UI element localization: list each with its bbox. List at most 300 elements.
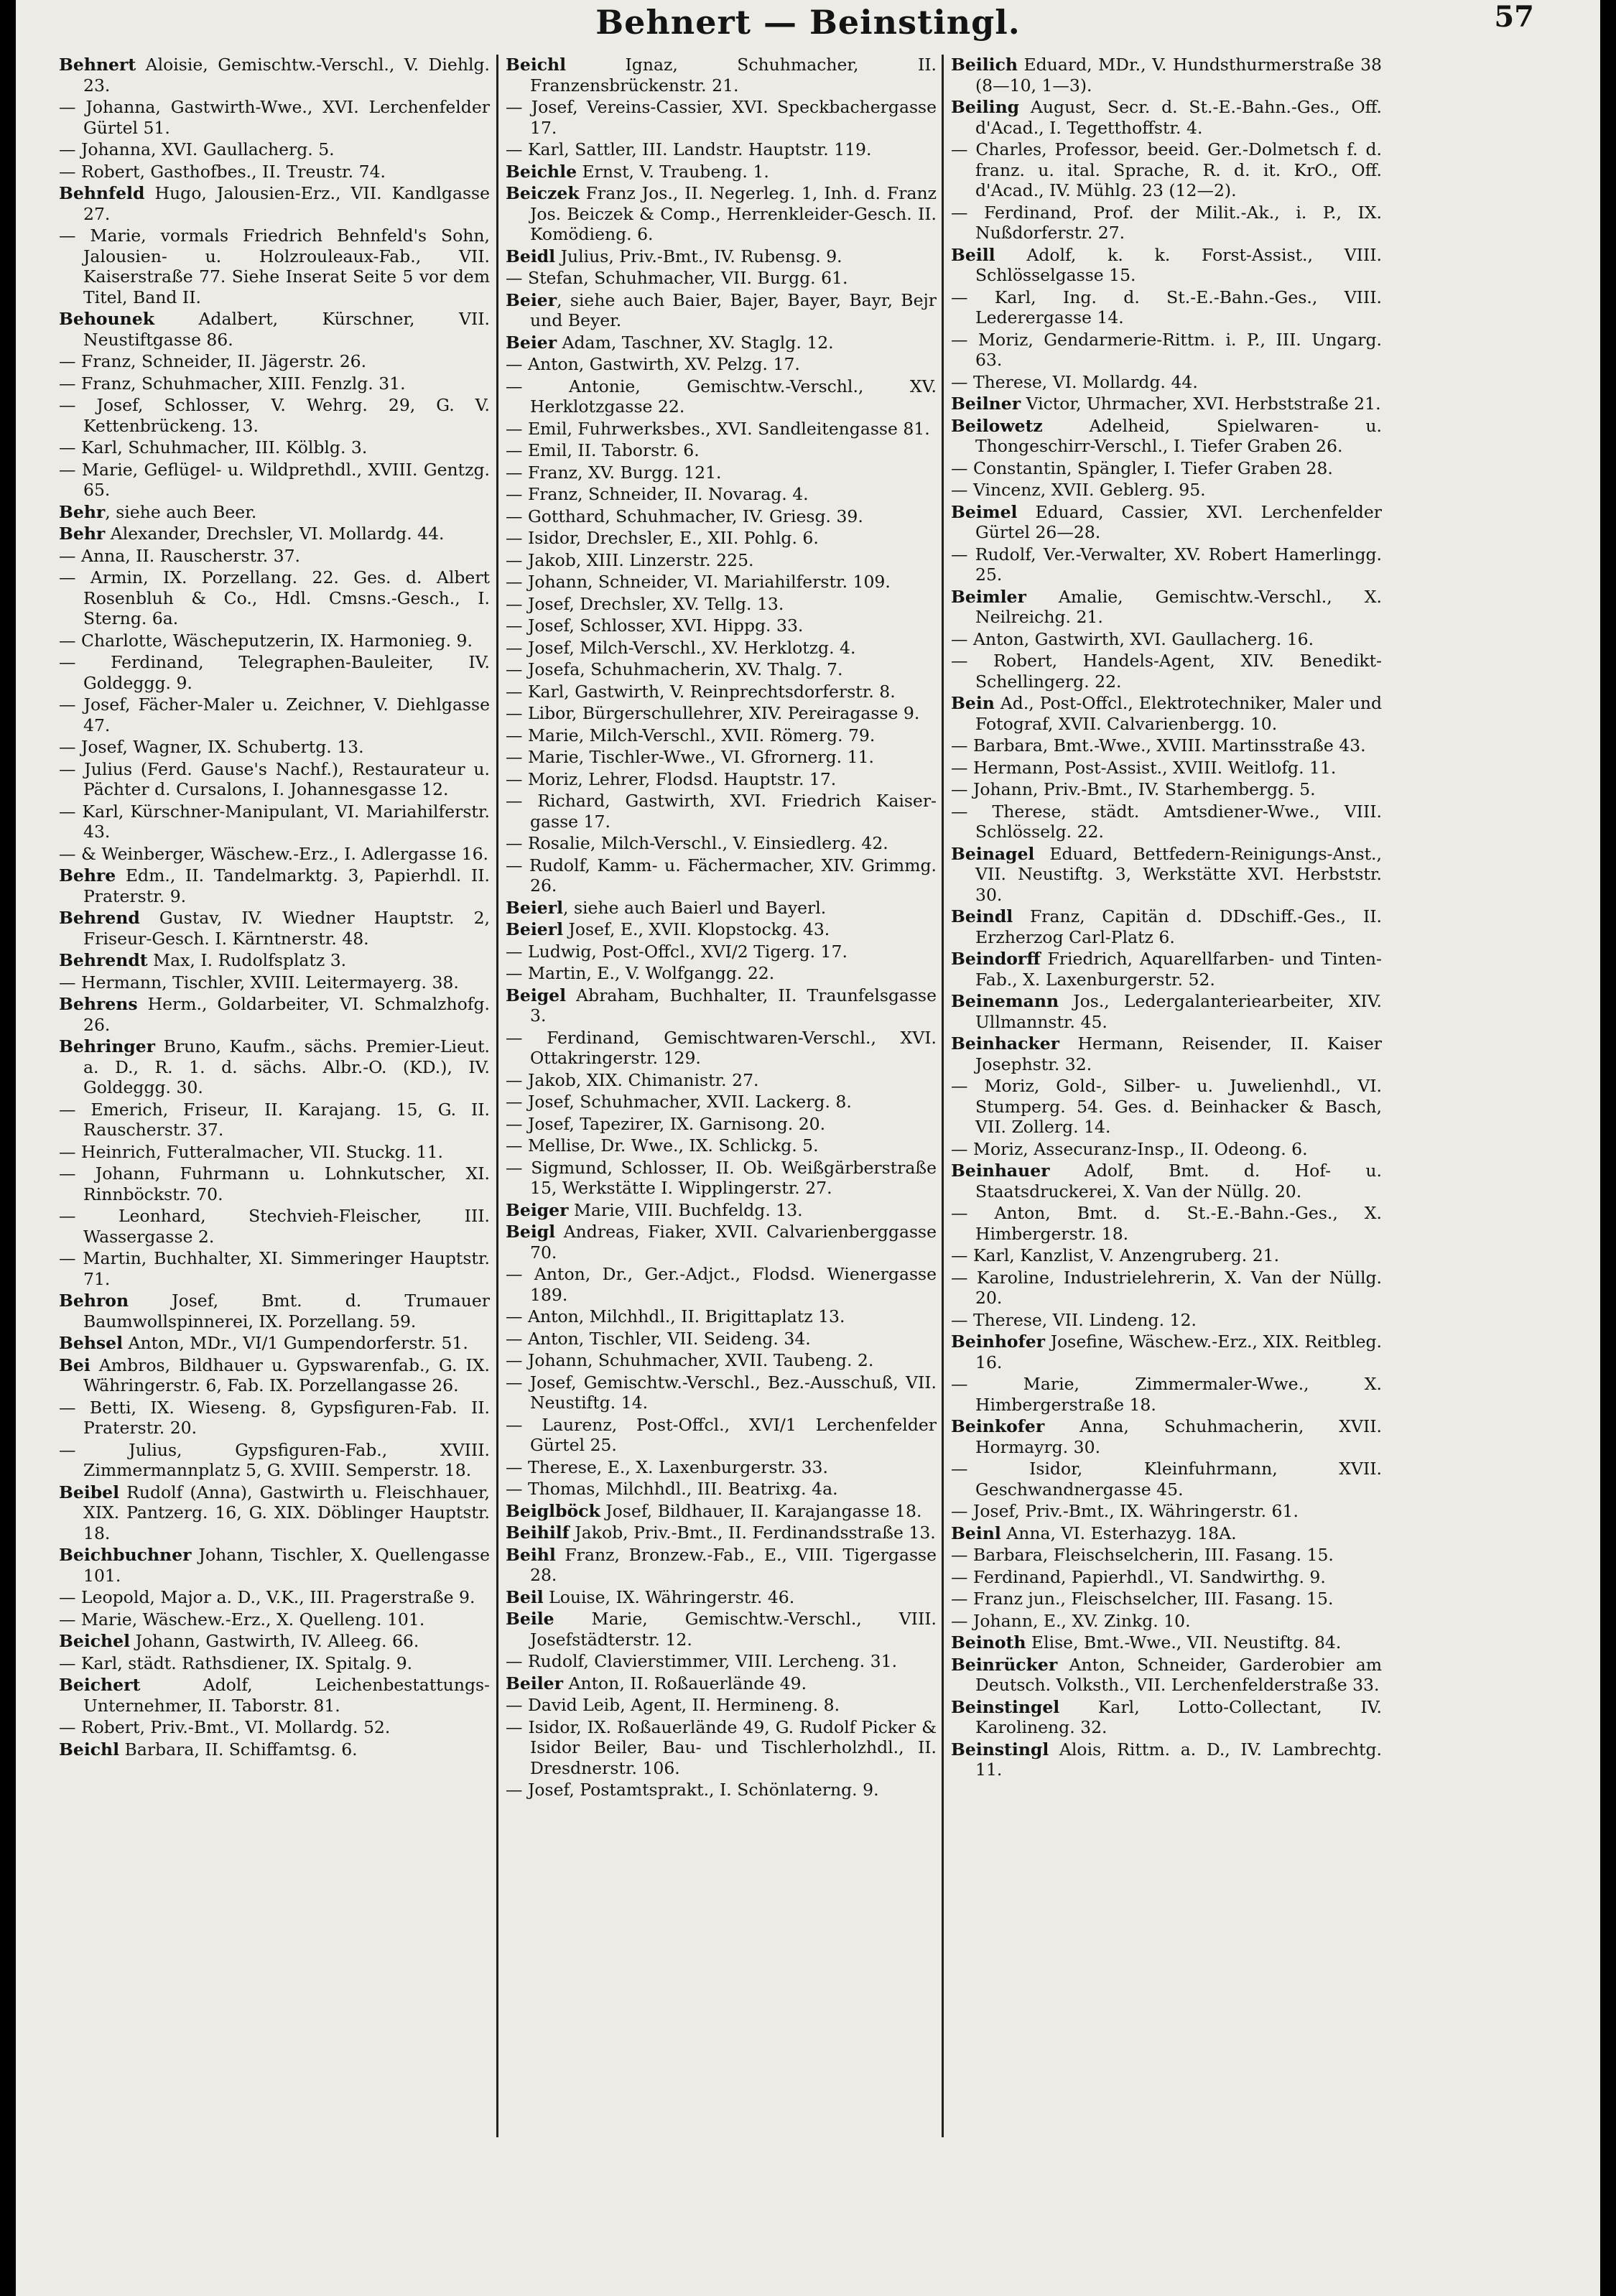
directory-entry [59, 1333, 490, 1354]
directory-entry [59, 437, 490, 458]
directory-entry [59, 309, 490, 350]
directory-entry [951, 758, 1382, 778]
entry-text: Anton, II. Roßauerlände 49. [563, 1673, 807, 1693]
entry-surname: Beigl [506, 1222, 556, 1242]
entry-surname: Beier [506, 289, 557, 310]
directory-entry [951, 1567, 1382, 1588]
directory-entry [59, 737, 490, 758]
directory-entry [506, 1673, 937, 1694]
directory-entry [951, 245, 1382, 286]
entry-text: Amalie, Gemischtw.-Verschl., X. Neilreichg. 21. [975, 586, 1382, 627]
entry-text: — Emil, Fuhrwerksbes., XVI. Sandleitengasse 81. [506, 418, 930, 439]
entry-surname: Beill [951, 244, 995, 265]
directory-entry [59, 546, 490, 567]
directory-entry [506, 55, 937, 96]
directory-entry [506, 419, 937, 440]
directory-entry [59, 1717, 490, 1738]
entry-surname: Behrend [59, 908, 140, 928]
entry-surname: Beier [506, 332, 557, 353]
directory-entry [59, 865, 490, 906]
directory-entry [59, 139, 490, 160]
entry-text: — Barbara, Bmt.-Wwe., XVIII. Martinsstraße 43. [951, 735, 1366, 756]
entry-text: Jakob, Priv.-Bmt., II. Ferdinandsstraße 13. [569, 1523, 936, 1543]
entry-surname: Beinagel [951, 843, 1035, 864]
directory-entry [951, 906, 1382, 947]
entry-text: — Anna, II. Rauscherstr. 37. [59, 545, 301, 566]
directory-page [16, 0, 1600, 2296]
entry-text: — Martin, Buchhalter, XI. Simmeringer Hauptstr. 71. [59, 1248, 490, 1289]
entry-text: — Johanna, Gastwirth-Wwe., XVI. Lerchenfelder Gürtel 51. [59, 97, 490, 138]
entry-text: Alois, Rittm. a. D., IV. Lambrechtg. 11. [975, 1739, 1382, 1780]
entry-text: — Isidor, Kleinfuhrmann, XVII. Geschwandnergasse 45. [951, 1459, 1382, 1500]
entry-text: — Ferdinand, Telegraphen-Bauleiter, IV. Goldeggg. 9. [59, 652, 490, 693]
entry-text: Friedrich, Aquarellfarben- und Tinten-Fab., X. Laxenburgerstr. 52. [975, 949, 1382, 990]
directory-entry [59, 1739, 490, 1760]
entry-surname: Behron [59, 1291, 129, 1311]
directory-entry [59, 55, 490, 96]
directory-entry [951, 203, 1382, 243]
entry-text: — Franz jun., Fleischselcher, III. Fasang. 15. [951, 1589, 1334, 1609]
entry-text: Ad., Post-Offcl., Elektrotechniker, Maler und Fotograf, XVII. Calvarienbergg. 10. [975, 693, 1382, 734]
entry-text: Rudolf (Anna), Gastwirth u. Fleischhauer, XIX. Pantzerg. 16, G. XIX. Döblinger Hauptstr. 18. [83, 1482, 490, 1543]
entry-surname: Beil [506, 1586, 544, 1607]
entry-surname: Beidl [506, 246, 556, 266]
entry-text: — Franz, Schneider, II. Novarag. 4. [506, 484, 809, 504]
entry-text: — Karl, städt. Rathsdiener, IX. Spitalg. 9. [59, 1653, 413, 1673]
entry-text: Herm., Goldarbeiter, VI. Schmalzhofg. 26. [83, 994, 490, 1035]
directory-entry [506, 1135, 937, 1156]
entry-text: — Ferdinand, Gemischtwaren-Verschl., XVI. Ottakringerstr. 129. [506, 1027, 937, 1068]
entry-text: — Anton, Gastwirth, XV. Pelzg. 17. [506, 354, 800, 374]
directory-entry [506, 1329, 937, 1349]
entry-text: — Charlotte, Wäscheputzerin, IX. Harmonieg. 9. [59, 630, 473, 651]
entry-text: — Sigmund, Schlosser, II. Ob. Weißgärberstraße 15, Werkstätte I. Wipplingerstr. 27. [506, 1157, 937, 1198]
directory-entry [506, 1501, 937, 1522]
entry-text: — Ludwig, Post-Offcl., XVI/2 Tigerg. 17. [506, 941, 848, 962]
directory-entry [59, 373, 490, 394]
directory-entry [59, 1482, 490, 1544]
directory-entry [506, 1523, 937, 1543]
directory-entry [506, 1415, 937, 1456]
directory-entry [951, 502, 1382, 543]
directory-entry [506, 1306, 937, 1327]
entry-surname: Beiling [951, 97, 1020, 117]
entry-surname: Beiczek [506, 183, 580, 203]
entry-text: — Josef, Wagner, IX. Schubertg. 13. [59, 737, 364, 757]
entry-text: Aloisie, Gemischtw.-Verschl., V. Diehlg. 23. [83, 55, 490, 96]
directory-entry [951, 1739, 1382, 1780]
directory-entry [506, 919, 937, 940]
directory-entry [951, 1310, 1382, 1331]
directory-entry [506, 985, 937, 1026]
entry-surname: Beimler [951, 586, 1026, 607]
page-number: 57 [1494, 0, 1534, 34]
directory-entry [506, 528, 937, 549]
directory-entry [506, 440, 937, 461]
entry-text: — Karoline, Industrielehrerin, X. Van der Nüllg. 20. [951, 1267, 1382, 1308]
entry-text: — Charles, Professor, beeid. Ger.-Dolmetsch f. d. franz. u. ital. Sprache, R. d. it. KrO., Off. d'Acad., IV. Mühlg. 23 (12—2). [951, 139, 1382, 200]
entry-surname: Beindorff [951, 949, 1041, 969]
entry-text: — Marie, Tischler-Wwe., VI. Gfrornerg. 11. [506, 747, 874, 767]
directory-entry [951, 480, 1382, 501]
entry-text: Eduard, Cassier, XVI. Lerchenfelder Gürtel 26—28. [975, 501, 1382, 542]
directory-entry [951, 1655, 1382, 1696]
entry-text: — Rosalie, Milch-Verschl., V. Einsiedlerg. 42. [506, 833, 888, 853]
entry-surname: Beinhacker [951, 1033, 1060, 1054]
entry-text: Franz Jos., II. Negerleg. 1, Inh. d. Franz Jos. Beiczek & Comp., Herrenkleider-Gesch. II. Komödieng. 6. [530, 183, 937, 244]
entry-surname: Behnfeld [59, 183, 145, 203]
directory-entry [506, 1780, 937, 1800]
entry-text: — Isidor, IX. Roßauerlände 49, G. Rudolf Picker & Isidor Beiler, Bau- und Tischlerholzhdl., II. Dresdnerstr. 106. [506, 1716, 937, 1778]
entry-text: — Laurenz, Post-Offcl., XVI/1 Lerchenfelder Gürtel 25. [506, 1414, 937, 1455]
directory-entry [951, 1161, 1382, 1202]
directory-entry [951, 949, 1382, 990]
entry-text: Louise, IX. Währingerstr. 46. [543, 1586, 795, 1607]
entry-text: — Stefan, Schuhmacher, VII. Burgg. 61. [506, 268, 848, 288]
directory-entry [506, 1457, 937, 1478]
entry-text: — Vincenz, XVII. Geblerg. 95. [951, 480, 1206, 500]
entry-text: Ignaz, Schuhmacher, II. Franzensbrückenstr. 21. [530, 55, 937, 96]
directory-entry [59, 1545, 490, 1586]
entry-text: Elise, Bmt.-Wwe., VII. Neustiftg. 84. [1026, 1632, 1342, 1653]
entry-text: Max, I. Rudolfsplatz 3. [147, 950, 347, 970]
directory-entry [59, 1036, 490, 1098]
entry-text: — Josef, Postamtsprakt., I. Schönlaterng. 9. [506, 1780, 879, 1800]
directory-entry [506, 1609, 937, 1650]
directory-entry [506, 638, 937, 659]
entry-text: — Emil, II. Taborstr. 6. [506, 440, 700, 460]
directory-entry [951, 1033, 1382, 1074]
directory-entry [506, 1070, 937, 1091]
entry-text: — Marie, Zimmermaler-Wwe., X. Himbergerstraße 18. [951, 1374, 1382, 1415]
entry-text: — Heinrich, Futteralmacher, VII. Stuckg. 11. [59, 1141, 444, 1162]
entry-text: — Josef, Priv.-Bmt., IX. Währingerstr. 61. [951, 1501, 1299, 1521]
directory-entry [506, 183, 937, 245]
entry-surname: Beichel [59, 1631, 131, 1651]
entry-text: — Johann, Schuhmacher, XVII. Taubeng. 2. [506, 1350, 874, 1370]
entry-text: Adolf, Bmt. d. Hof- u. Staatsdruckerei, X. Van der Nüllg. 20. [975, 1161, 1382, 1202]
directory-entry [59, 502, 490, 523]
directory-entry [951, 779, 1382, 800]
entry-text: — Johann, E., XV. Zinkg. 10. [951, 1610, 1191, 1631]
entry-surname: Behrendt [59, 950, 148, 970]
entry-text: — Karl, Schuhmacher, III. Kölblg. 3. [59, 437, 368, 457]
directory-entry [506, 615, 937, 636]
directory-entry [951, 693, 1382, 734]
directory-entry [506, 898, 937, 919]
directory-entry [951, 544, 1382, 585]
entry-text: Adam, Taschner, XV. Staglg. 12. [557, 332, 834, 353]
directory-entry [59, 1291, 490, 1331]
entry-text: — Josef, Fächer-Maler u. Zeichner, V. Diehlgasse 47. [59, 694, 490, 735]
directory-entry [506, 1222, 937, 1263]
entry-text: Alexander, Drechsler, VI. Mollardg. 44. [105, 524, 445, 544]
column-1 [59, 55, 490, 1761]
entry-text: Karl, Lotto-Collectant, IV. Karolineng. 32. [975, 1696, 1382, 1737]
entry-text: Barbara, II. Schiffamtsg. 6. [119, 1739, 358, 1760]
directory-entry [59, 226, 490, 307]
column-2 [506, 55, 937, 1802]
entry-text: — Robert, Priv.-Bmt., VI. Mollardg. 52. [59, 1717, 391, 1737]
directory-entry [506, 463, 937, 483]
entry-text: — & Weinberger, Wäschew.-Erz., I. Adlergasse 16. [59, 843, 488, 864]
entry-surname: Beinstingel [951, 1696, 1060, 1717]
entry-text: — Rudolf, Kamm- u. Fächermacher, XIV. Grimmg. 26. [506, 855, 937, 896]
entry-text: Johann, Gastwirth, IV. Alleeg. 66. [130, 1631, 419, 1651]
entry-surname: Beierl [506, 919, 564, 939]
entry-text: Josef, Bildhauer, II. Karajangasse 18. [600, 1500, 922, 1521]
entry-surname: Beilich [951, 55, 1018, 75]
entry-surname: Beibel [59, 1482, 120, 1502]
entry-surname: Behr [59, 524, 106, 544]
entry-text: Gustav, IV. Wiedner Hauptstr. 2, Friseur-Gesch. I. Kärntnerstr. 48. [83, 908, 490, 949]
directory-entry [506, 376, 937, 417]
directory-entry [951, 735, 1382, 756]
entry-text: — Therese, VI. Mollardg. 44. [951, 371, 1198, 392]
directory-entry [951, 1331, 1382, 1372]
directory-entry [951, 55, 1382, 96]
directory-entry [506, 725, 937, 746]
entry-text: — Therese, E., X. Laxenburgerstr. 33. [506, 1456, 828, 1477]
entry-surname: Beindl [951, 906, 1013, 926]
directory-entry [951, 372, 1382, 393]
directory-entry [951, 629, 1382, 650]
entry-surname: Beinrücker [951, 1654, 1058, 1675]
entry-text: Josef, E., XVII. Klopstockg. 43. [563, 919, 830, 939]
entry-text: — Karl, Ing. d. St.-E.-Bahn.-Ges., VIII. Lederergasse 14. [951, 287, 1382, 327]
directory-entry [951, 458, 1382, 479]
directory-entry [59, 97, 490, 138]
directory-entry [59, 1100, 490, 1140]
entry-surname: Beichl [506, 55, 567, 75]
entry-text: — Antonie, Gemischtw.-Verschl., XV. Herklotzgasse 22. [506, 376, 937, 417]
directory-entry [506, 246, 937, 267]
entry-surname: Beilowetz [951, 415, 1043, 436]
entry-text: — Josef, Drechsler, XV. Tellg. 13. [506, 593, 784, 614]
entry-text: — Josef, Schlosser, V. Wehrg. 29, G. V. Kettenbrückeng. 13. [59, 395, 490, 436]
entry-text: Marie, VIII. Buchfeldg. 13. [568, 1199, 803, 1220]
directory-entry [506, 791, 937, 832]
directory-entry [59, 801, 490, 842]
entry-text: — Hermann, Tischler, XVIII. Leitermayerg. 38. [59, 972, 459, 993]
entry-text: Ernst, V. Traubeng. 1. [577, 161, 769, 182]
directory-entry [59, 351, 490, 372]
directory-entry [59, 1206, 490, 1247]
directory-entry [506, 747, 937, 768]
entry-surname: Beigel [506, 985, 567, 1005]
entry-surname: Beinhauer [951, 1161, 1050, 1181]
directory-entry [951, 394, 1382, 414]
directory-entry [506, 1479, 937, 1500]
entry-text: — Johann, Fuhrmann u. Lohnkutscher, XI. Rinnböckstr. 70. [59, 1163, 490, 1204]
entry-text: Jos., Ledergalanteriearbeiter, XIV. Ullmannstr. 45. [975, 991, 1382, 1032]
directory-entry [506, 833, 937, 854]
entry-text: Franz, Bronzew.-Fab., E., VIII. Tigergasse 28. [530, 1544, 937, 1585]
directory-entry [506, 1717, 937, 1779]
entry-text: August, Secr. d. St.-E.-Bahn.-Ges., Off. d'Acad., I. Tegetthoffstr. 4. [975, 97, 1382, 138]
directory-entry [506, 1545, 937, 1586]
entry-text: — Hermann, Post-Assist., XVIII. Weitlofg. 11. [951, 757, 1337, 778]
directory-entry [59, 460, 490, 501]
directory-entry [506, 484, 937, 505]
directory-entry [506, 1695, 937, 1716]
entry-surname: Beiler [506, 1673, 564, 1693]
directory-entry [59, 908, 490, 949]
entry-text: — Therese, VII. Lindeng. 12. [951, 1309, 1197, 1330]
entry-text: Julius, Priv.-Bmt., IV. Rubensg. 9. [555, 246, 842, 266]
directory-entry [59, 652, 490, 693]
entry-text: Hugo, Jalousien-Erz., VII. Kandlgasse 27. [83, 183, 490, 224]
entry-text: — Rudolf, Clavierstimmer, VIII. Lercheng. 31. [506, 1651, 898, 1671]
entry-text: — Martin, E., V. Wolfgangg. 22. [506, 963, 775, 983]
entry-text: Victor, Uhrmacher, XVI. Herbststraße 21. [1021, 394, 1381, 414]
entry-text: — Johann, Schneider, VI. Mariahilferstr. 109. [506, 572, 891, 592]
directory-entry [59, 1355, 490, 1396]
directory-entry [59, 994, 490, 1035]
entry-text: — Moriz, Lehrer, Flodsd. Hauptstr. 17. [506, 768, 837, 789]
directory-entry [506, 1158, 937, 1199]
directory-entry [951, 416, 1382, 457]
entry-surname: Beinkofer [951, 1416, 1045, 1436]
entry-text: — Josef, Schlosser, XVI. Hippg. 33. [506, 615, 804, 636]
entry-text: — Franz, XV. Burgg. 121. [506, 462, 722, 483]
directory-entry [59, 1398, 490, 1439]
entry-text: — Josef, Milch-Verschl., XV. Herklotzg. 4. [506, 637, 856, 658]
entry-text: — Emerich, Friseur, II. Karajang. 15, G. II. Rauscherstr. 37. [59, 1099, 490, 1140]
directory-entry [59, 1142, 490, 1163]
entry-surname: Beihilf [506, 1523, 570, 1543]
entry-surname: Behre [59, 865, 116, 886]
entry-text: — Ferdinand, Prof. der Milit.-Ak., i. P., IX. Nußdorferstr. 27. [951, 202, 1382, 243]
entry-text: Anna, Schuhmacherin, XVII. Hormayrg. 30. [975, 1416, 1382, 1457]
directory-entry [951, 651, 1382, 692]
entry-text: — Anton, Gastwirth, XVI. Gaullacherg. 16. [951, 628, 1314, 649]
directory-entry [951, 97, 1382, 138]
directory-entry [506, 139, 937, 160]
entry-surname: Beiglböck [506, 1500, 600, 1521]
entry-text: — Mellise, Dr. Wwe., IX. Schlickg. 5. [506, 1135, 819, 1156]
directory-entry [506, 963, 937, 984]
directory-entry [59, 1631, 490, 1652]
directory-entry [506, 290, 937, 331]
directory-entry [59, 1609, 490, 1630]
directory-entry [59, 567, 490, 629]
directory-entry [59, 162, 490, 182]
entry-text: Andreas, Fiaker, XVII. Calvarienberggasse 70. [530, 1222, 937, 1263]
directory-entry [506, 659, 937, 680]
directory-entry [951, 1589, 1382, 1609]
entry-text: — Robert, Gasthofbes., II. Treustr. 74. [59, 161, 386, 182]
entry-text: Adolf, k. k. Forst-Assist., VIII. Schlösselgasse 15. [975, 244, 1382, 285]
entry-surname: Beierl [506, 897, 564, 918]
directory-entry [506, 1028, 937, 1069]
directory-entry [506, 1200, 937, 1221]
directory-entry [59, 1163, 490, 1204]
directory-entry [951, 1203, 1382, 1244]
directory-entry [951, 844, 1382, 906]
directory-entry [506, 594, 937, 615]
entry-surname: Behounek [59, 309, 154, 329]
directory-entry [506, 855, 937, 896]
entry-text: — Josefa, Schuhmacherin, XV. Thalg. 7. [506, 659, 843, 679]
entry-surname: Beichle [506, 161, 577, 182]
entry-text: Marie, Gemischtw.-Verschl., VIII. Josefstädterstr. 12. [530, 1609, 937, 1650]
entry-text: Bruno, Kaufm., sächs. Premier-Lieut. a. D., R. 1. d. sächs. Albr.-O. (KD.), IV. Goldeggg. 30. [83, 1036, 490, 1097]
entry-text: — Josef, Gemischtw.-Verschl., Bez.-Ausschuß, VII. Neustiftg. 14. [506, 1372, 937, 1413]
directory-entry [951, 1501, 1382, 1522]
entry-surname: Bei [59, 1354, 90, 1375]
directory-entry [951, 1374, 1382, 1415]
entry-text: — Leonhard, Stechvieh-Fleischer, III. Wassergasse 2. [59, 1206, 490, 1247]
entry-surname: Beile [506, 1609, 554, 1629]
entry-text: — Josef, Tapezirer, IX. Garnisong. 20. [506, 1113, 826, 1134]
entry-text: — Moriz, Gold-, Silber- u. Juwelienhdl., VI. Stumperg. 54. Ges. d. Beinhacker & Basch, VII. Zollerg. 14. [951, 1076, 1382, 1137]
entry-text: — Karl, Sattler, III. Landstr. Hauptstr. 119. [506, 139, 872, 159]
entry-text: — Constantin, Spängler, I. Tiefer Graben 28. [951, 457, 1333, 478]
directory-entry [506, 703, 937, 724]
directory-entry [951, 1139, 1382, 1160]
column-3 [951, 55, 1382, 1782]
entry-text: — Franz, Schuhmacher, XIII. Fenzlg. 31. [59, 373, 406, 394]
entry-text: — Isidor, Drechsler, E., XII. Pohlg. 6. [506, 528, 819, 548]
running-title: Behnert — Beinstingl. [595, 3, 1021, 42]
directory-entry [59, 972, 490, 993]
entry-surname: Behsel [59, 1333, 124, 1353]
directory-entry [59, 1675, 490, 1716]
directory-entry [951, 1459, 1382, 1500]
directory-entry [506, 354, 937, 375]
directory-entry [951, 1416, 1382, 1457]
directory-entry [506, 1350, 937, 1371]
entry-text: — Richard, Gastwirth, XVI. Friedrich Kaiser-gasse 17. [506, 791, 937, 832]
entry-text: — Robert, Handels-Agent, XIV. Benedikt-Schellingerg. 22. [951, 651, 1382, 692]
entry-text: , siehe auch Baier, Bajer, Bayer, Bayr, Bejr und Beyer. [530, 289, 937, 330]
directory-entry [506, 1587, 937, 1608]
entry-surname: Behringer [59, 1036, 156, 1056]
directory-entry [506, 97, 937, 138]
entry-surname: Beinemann [951, 991, 1059, 1011]
entry-surname: Beichbuchner [59, 1545, 192, 1565]
entry-text: — Josef, Schuhmacher, XVII. Lackerg. 8. [506, 1092, 852, 1112]
directory-entry [506, 506, 937, 527]
entry-text: — Rudolf, Ver.-Verwalter, XV. Robert Hamerlingg. 25. [951, 544, 1382, 585]
directory-entry [506, 550, 937, 571]
entry-surname: Beinstingl [951, 1739, 1049, 1760]
directory-entry [506, 1114, 937, 1135]
entry-text: — Marie, Geflügel- u. Wildprethdl., XVIII. Gentzg. 65. [59, 459, 490, 500]
entry-surname: Beichert [59, 1675, 141, 1695]
entry-text: Josef, Bmt. d. Trumauer Baumwollspinnerei, IX. Porzellang. 59. [83, 1291, 490, 1331]
column-rule [496, 55, 498, 2137]
directory-entry [506, 1651, 937, 1672]
directory-entry [506, 1372, 937, 1413]
directory-entry [951, 1268, 1382, 1309]
entry-text: — Thomas, Milchhdl., III. Beatrixg. 4a. [506, 1479, 838, 1499]
entry-text: — Ferdinand, Papierhdl., VI. Sandwirthg. 9. [951, 1566, 1326, 1587]
entry-text: — Julius, Gypsfiguren-Fab., XVIII. Zimmermannplatz 5, G. XVIII. Semperstr. 18. [59, 1439, 490, 1480]
directory-entry [59, 183, 490, 224]
directory-entry [59, 1587, 490, 1608]
entry-text: — Gotthard, Schuhmacher, IV. Griesg. 39. [506, 506, 863, 526]
directory-entry [951, 991, 1382, 1032]
directory-entry [59, 1653, 490, 1674]
entry-text: — Franz, Schneider, II. Jägerstr. 26. [59, 351, 367, 371]
column-rule [942, 55, 944, 2137]
entry-text: Ambros, Bildhauer u. Gypswarenfab., G. IX. Währingerstr. 6, Fab. IX. Porzellangasse 26. [83, 1354, 490, 1395]
entry-text: — David Leib, Agent, II. Hermineng. 8. [506, 1695, 840, 1715]
page-header [16, 0, 1600, 52]
directory-entry [951, 1545, 1382, 1566]
